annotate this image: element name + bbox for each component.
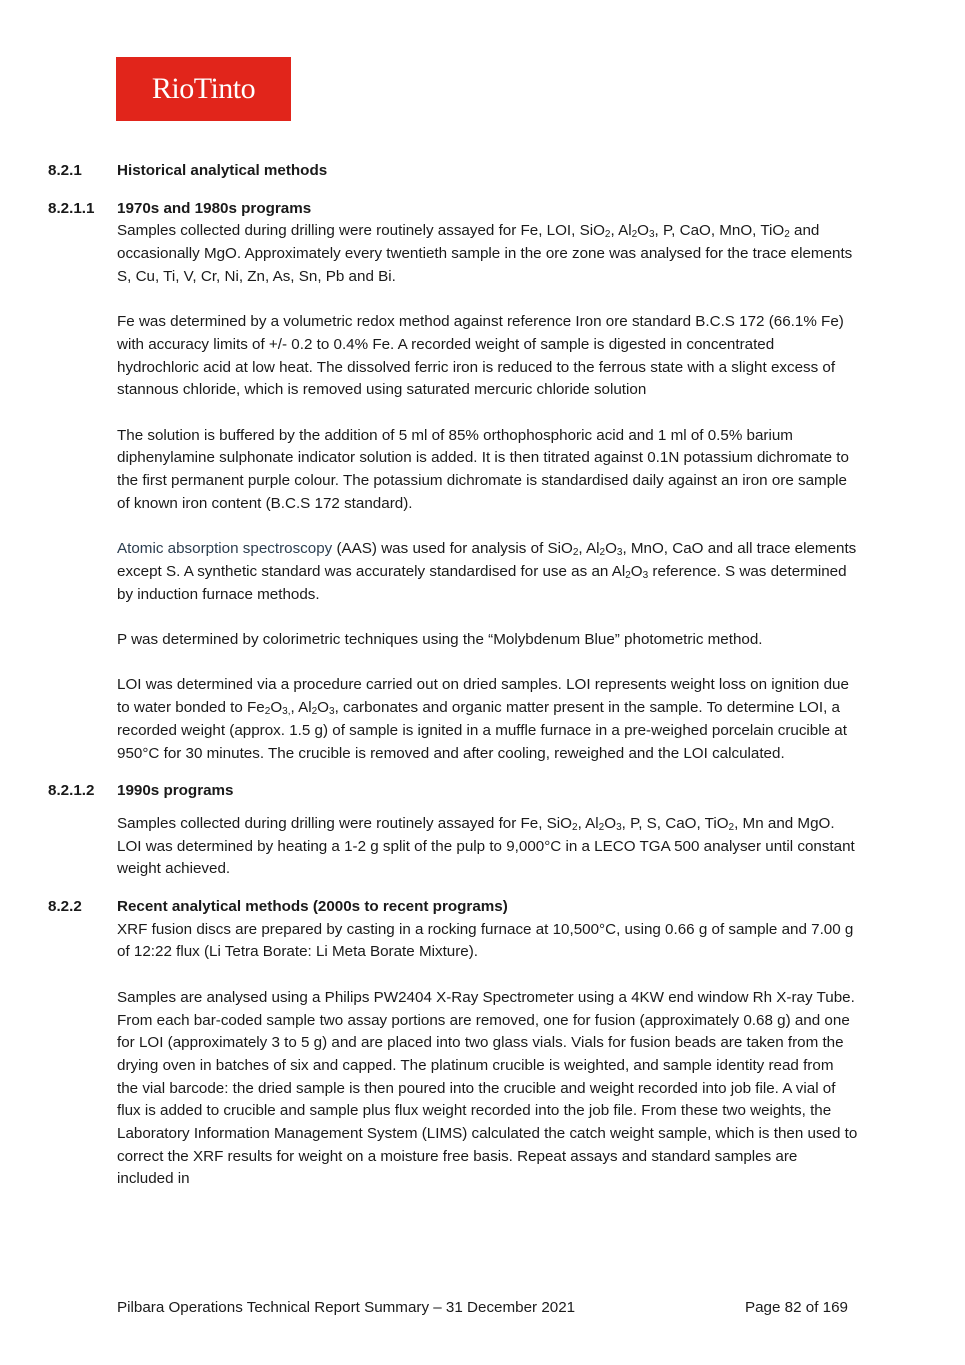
section-8-2-1-2 — [48, 780, 858, 881]
aas-link[interactable]: Atomic absorption spectroscopy — [117, 540, 333, 558]
paragraph-p-method: P was determined by colorimetric techniques using the “Molybdenum Blue” photometric method. — [117, 631, 763, 648]
section-number: 8.2.1 — [48, 162, 82, 179]
section-title: 1990s programs — [117, 782, 234, 800]
section-title: Historical analytical methods — [117, 162, 328, 179]
paragraph-fe-method: Fe was determined by a volumetric redox method against reference Iron ore standard B.C.S 172 (66.1% Fe) with accuracy limits of +/- 0.2 to 0.4% Fe. A recorded weight of sample is digested in concentrated hydrochloric acid at low heat. The dissolved ferric iron is reduced to the ferrous state with a slight excess of stannous chloride, which is removed using saturated mercuric chloride solution — [117, 313, 844, 399]
section-8-2-1-1 — [48, 198, 858, 766]
section-8-2-2 — [48, 896, 858, 1191]
footer-report-title: Pilbara Operations Technical Report Summary – 31 December 2021 — [117, 1299, 576, 1316]
page-footer — [117, 1299, 848, 1316]
footer-page-number: Page 82 of 169 — [744, 1299, 848, 1316]
section-title: Recent analytical methods (2000s to recent programs) — [117, 898, 508, 916]
section-number: 8.2.1.1 — [48, 199, 95, 217]
paragraph-xrf-analysis: Samples are analysed using a Philips PW2404 X-Ray Spectrometer using a 4KW end window Rh X-ray Tube. From each bar-coded sample two assay portions are removed, one for fusion (approximately 0.68 g) and one for LOI (approximately 3 to 5 g) and are placed into two glass vials. Vials for fusion beads are taken from the drying oven in batches of six and capped. The platinum crucible is weighted, and sample identity read from the vial barcode: the dried sample is then poured into the crucible and weight recorded into job file. A vial of flux is added to crucible and sample plus flux weight recorded into the job file. From these two weights, the Laboratory Information Management System (LIMS) calculated the catch weight sample, which is then used to correct the XRF results for weight on a moisture free basis. Repeat assays and standard samples are included in — [117, 988, 858, 1188]
section-8-2-1 — [48, 160, 858, 183]
paragraph-1990s: Samples collected during drilling were routinely assayed for Fe, SiO$_2$, $Al_2O_3$, P, S, CaO, TiO$_2$, Mn and MgO. LOI was determined by heating a 1-2 g split of the pulp to 9,000°C in a LECO TGA 500 analyser until constant weight achieved. — [117, 814, 855, 878]
section-number: 8.2.2 — [48, 898, 82, 916]
section-number: 8.2.1.2 — [48, 782, 95, 800]
rio-tinto-logo: RioTinto — [116, 57, 291, 121]
paragraph-assay-elements: Samples collected during drilling were routinely assayed for Fe, LOI, SiO$_2$, $Al_2O_3$, P, CaO, MnO, TiO$_2$ and occasionally MgO. Approximately every twentieth sample in the ore zone was analysed for the trace elements S, Cu, Ti, V, Cr, Ni, Zn, As, Sn, Pb and Bi. — [117, 222, 853, 285]
section-title: 1970s and 1980s programs — [117, 199, 312, 217]
paragraph-aas: Atomic absorption spectroscopy (AAS) was used for analysis of SiO$_2$, $Al_2O_3$, MnO, CaO and all trace elements except S. A synthetic standard was accurately standardised for use as an $Al_2O_3$ reference. S was determined by induction furnace methods. — [117, 540, 857, 603]
paragraph-xrf-discs: XRF fusion discs are prepared by casting in a rocking furnace at 10,500°C, using 0.66 g of sample and 7.00 g of 12:22 flux (Li Tetra Borate: Li Meta Borate Mixture). — [117, 920, 854, 961]
document-body — [48, 160, 858, 1191]
paragraph-titration: The solution is buffered by the addition of 5 ml of 85% orthophosphoric acid and 1 ml of 0.5% barium diphenylamine sulphonate indicator solution is added. It is then titrated against 0.1N potassium dichromate to the first permanent purple colour. The potassium dichromate is standardised daily against an iron ore sample of known iron content (B.C.S 172 standard). — [117, 426, 849, 512]
paragraph-loi: LOI was determined via a procedure carried out on dried samples. LOI represents weight loss on ignition due to water bonded to $Fe_2O_{3,}$, $Al_2O_3$, carbonates and organic matter present in the sample. To determine LOI, a recorded weight (approx. 1.5 g) of sample is ignited in a muffle furnace in a pre-weighed porcelain crucible at 950°C for 30 minutes. The crucible is removed and after cooling, reweighed and the LOI calculated. — [117, 676, 849, 762]
